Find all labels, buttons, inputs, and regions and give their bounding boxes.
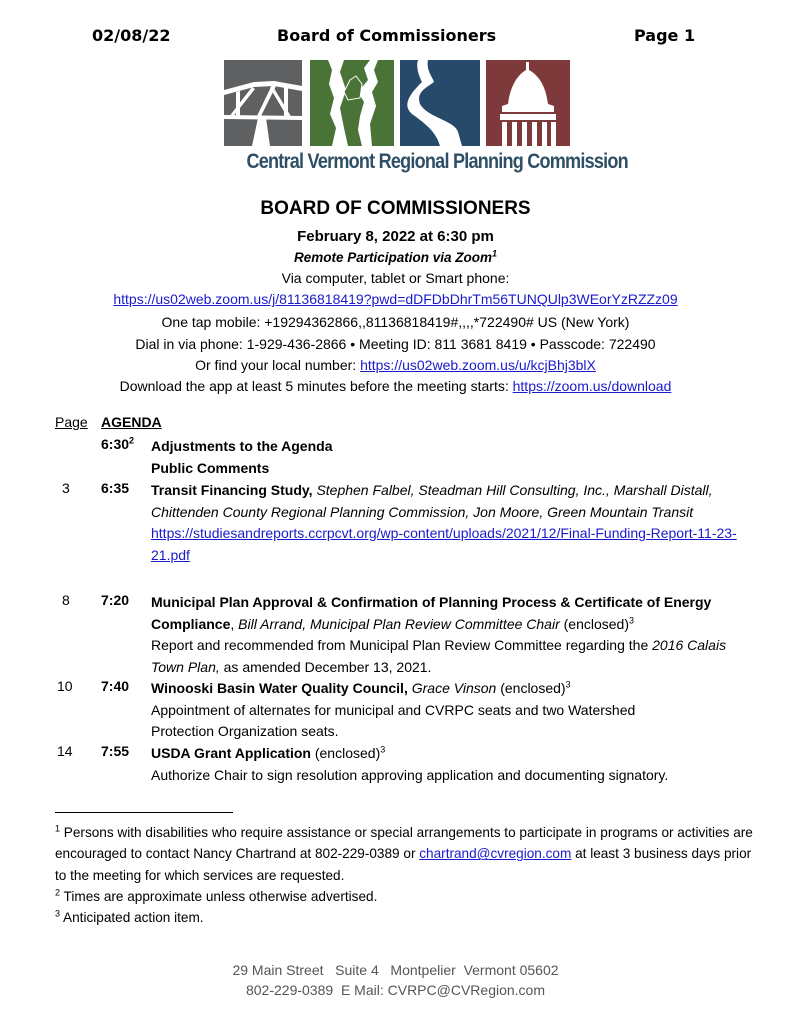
local-number-line <box>0 357 791 373</box>
agenda-title: Adjustments to the Agenda <box>151 438 333 454</box>
agenda-report-link[interactable]: https://studiesandreports.ccrpcvt.org/wp-content/uploads/2021/12/Final-Funding-Report-11-23-21.pdf <box>151 525 737 563</box>
download-link[interactable]: https://zoom.us/download <box>512 378 672 394</box>
agenda-time: 7:40 <box>101 678 130 694</box>
download-prefix: Download the app at least 5 minutes before the meeting starts: <box>119 378 513 394</box>
footnote-1: $^1$ Persons with disabilities who require assistance or special arrangements to participate in programs or activities are encouraged to contact Nancy Chartrand at 802-229-0389 or chartrand@cvregion.com at least 3 business days prior to the meeting for which services are requested. <box>55 823 753 883</box>
dial-in-info: Dial in via phone: 1-929-436-2866 • Meeting ID: 811 3681 8419 • Passcode: 722490 <box>135 336 656 352</box>
agenda-page: 14 <box>57 743 73 759</box>
bridge-tile <box>224 60 302 146</box>
agenda-title: Winooski Basin Water Quality Council <box>151 680 404 696</box>
agenda-body: Transit Financing Study, Stephen Falbel, Steadman Hill Consulting, Inc., Marshall Distall, Chittenden County Regional Planning Commission, Jon Moore, Green Mountain Transit https://studiesandreports.ccrpcvt.org/wp-content/uploads/2021/12/Final-Funding-Report-11-23-21.pdf <box>151 482 737 563</box>
local-number-link[interactable]: https://us02web.zoom.us/u/kcjBhj3blX <box>360 357 596 373</box>
agenda-body <box>151 743 761 786</box>
footnotes <box>55 822 755 928</box>
header-page-number: Page 1 <box>634 26 696 45</box>
remote-participation <box>0 250 791 265</box>
agenda-title: Public Comments <box>151 460 270 476</box>
footnote-2: $^2$ Times are approximate unless otherwise advertised. <box>55 887 378 904</box>
header-title: Board of Commissioners <box>277 26 497 45</box>
agenda-title: Transit Financing Study <box>151 482 309 498</box>
agenda-desc: Report and recommended from Municipal Plan Review Committee regarding the <box>151 637 649 653</box>
agenda-presenters: Stephen Falbel, Steadman Hill Consulting, Inc., Marshall Distall, Chittenden County Regional Planning Commission, Jon Moore, Green Mountain Transit <box>151 482 713 520</box>
footnote-divider <box>55 812 233 813</box>
enclosed-note: (enclosed) <box>500 680 566 696</box>
agenda-body: Municipal Plan Approval & Confirmation of Planning Process & Certificate of Energy Compliance, Bill Arrand, Municipal Plan Review Committee Chair (enclosed)$^3$ Report and recommended from Municipal Plan Review Committee regarding the 2016 Calais Town Plan, as amended December 13, 2021. <box>151 594 727 675</box>
agenda-desc-tail: as amended December 13, 2021. <box>219 658 432 675</box>
footnote-ref: 3 <box>629 614 635 625</box>
zoom-meeting-link[interactable]: https://us02web.zoom.us/j/81136818419?pwd=dDFDbDhrTm56TUNQUlp3WEorYzRZZz09 <box>113 291 678 307</box>
capitol-tile <box>486 60 570 146</box>
agenda-time: 7:20 <box>101 592 130 608</box>
agenda-title: Municipal Plan Approval & Confirmation of Planning Process & Certificate of Energy Compliance <box>151 594 712 632</box>
agenda-col-page: Page <box>55 414 88 430</box>
agenda-time: $6:30^2$ <box>101 435 135 452</box>
agenda-page: 8 <box>62 592 70 608</box>
footnote-ref: 1 <box>492 248 498 259</box>
meeting-date: February 8, 2022 at 6:30 pm <box>297 228 494 245</box>
agenda-page: 10 <box>57 678 73 694</box>
agenda-time: 6:35 <box>101 480 130 496</box>
remote-text: Remote Participation via Zoom <box>293 250 493 265</box>
download-line <box>0 378 791 394</box>
agenda-time: 7:55 <box>101 743 130 759</box>
cvrpc-logo <box>222 58 628 180</box>
enclosed-note: (enclosed) <box>563 615 630 632</box>
address-line: 29 Main Street Suite 4 Montpelier Vermont 05602 <box>232 962 559 978</box>
vermont-tile <box>310 60 394 146</box>
agenda-body: Winooski Basin Water Quality Council, Grace Vinson (enclosed)$^3$ Appointment of alternates for municipal and CVRPC seats and two Watershed Protection Organization seats. <box>151 679 636 739</box>
header-date: 02/08/22 <box>92 26 171 45</box>
logo-graphic <box>222 58 572 148</box>
footnote-3: $^3$ Anticipated action item. <box>55 908 204 926</box>
agenda-page: 3 <box>62 480 70 496</box>
contact-email-link[interactable]: chartrand@cvregion.com <box>419 846 572 862</box>
agenda-presenters: Bill Arrand, Municipal Plan Review Committee Chair <box>238 615 560 632</box>
footnote-ref: 3 <box>380 744 386 755</box>
agenda-heading: AGENDA <box>101 414 162 430</box>
footnote-ref: 2 <box>129 435 135 446</box>
logo-wordmark: Central Vermont Regional Planning Commission <box>246 150 628 173</box>
agenda-desc: Authorize Chair to sign resolution approving application and documenting signatory. <box>151 766 669 783</box>
contact-line: 802-229-0389 E Mail: CVRPC@CVRegion.com <box>245 982 545 998</box>
agenda-desc-plan: 2016 Calais Town Plan, <box>151 637 727 675</box>
agenda-title: USDA Grant Application <box>151 745 311 761</box>
local-number-prefix: Or find your local number: <box>195 357 361 373</box>
one-tap-mobile: One tap mobile: +19294362866,,81136818419#,,,,*722490# US (New York) <box>161 314 630 330</box>
address-footer <box>0 960 791 1000</box>
via-devices: Via computer, tablet or Smart phone: <box>281 270 510 286</box>
meeting-title: BOARD OF COMMISSIONERS <box>260 198 531 219</box>
agenda-desc: Appointment of alternates for municipal and CVRPC seats and two Watershed Protection Organization seats. <box>151 701 636 739</box>
footnote-ref: 3 <box>565 679 571 690</box>
river-tile <box>400 60 480 146</box>
agenda-presenters: Grace Vinson <box>411 680 497 696</box>
enclosed-note: (enclosed) <box>314 745 381 761</box>
